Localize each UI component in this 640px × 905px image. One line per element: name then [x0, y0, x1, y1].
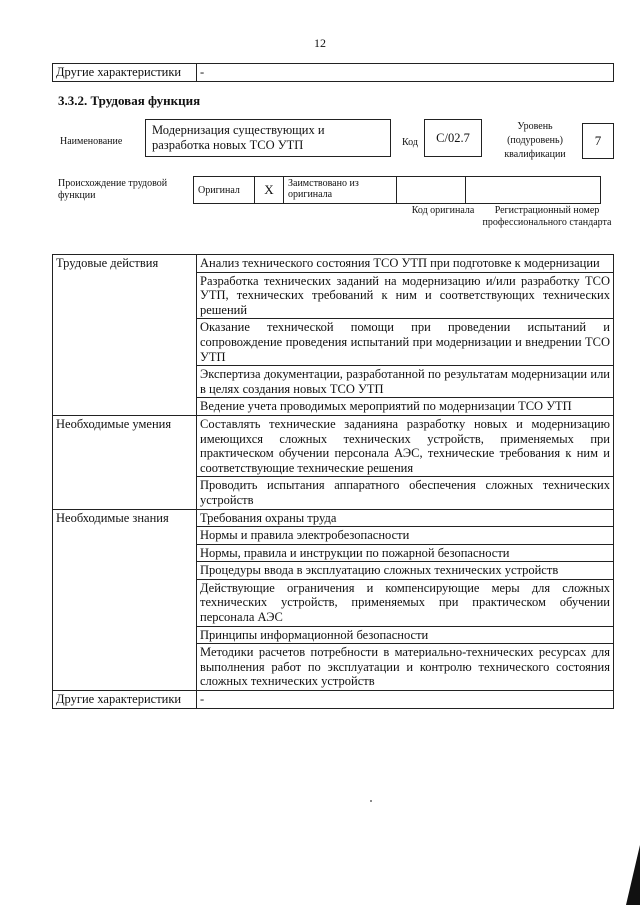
scan-corner-shadow — [626, 845, 640, 905]
section-item: Принципы информационной безопасности — [197, 626, 614, 644]
section-item: Разработка технических заданий на модернизацию и/или разработку ТСО УТП, технических требований к ним и соответствующих технических решений — [197, 272, 614, 319]
section-category: Необходимые знания — [53, 509, 197, 691]
reg-number-label: Регистрационный номер профессионального стандарта — [482, 205, 612, 228]
section-title: 3.3.2. Трудовая функция — [58, 93, 201, 108]
scan-speck — [370, 800, 372, 802]
table-row — [53, 691, 614, 709]
table-row — [53, 509, 614, 527]
section-category: Трудовые действия — [53, 255, 197, 416]
section-item: Процедуры ввода в эксплуатацию сложных технических устройств — [197, 562, 614, 580]
origin-label: Происхождение трудовой функции — [58, 178, 168, 201]
origin-table — [193, 176, 601, 204]
function-details-table — [52, 254, 614, 709]
section-item: Проводить испытания аппаратного обеспечения сложных технических устройств — [197, 477, 614, 509]
reg-number-cell — [466, 177, 601, 204]
level-label: Уровень (подуровень) квалификации — [504, 121, 566, 160]
section-item: Составлять технические заданияна разработку новых и модернизацию имеющихся сложных технических устройств, применяемых при практическом обучении персонала АЭС, технические требования к ним и соответствующие технические решения — [197, 415, 614, 476]
level-value-box: 7 — [582, 123, 614, 159]
section-item: Нормы и правила электробезопасности — [197, 527, 614, 545]
section-item: Ведение учета проводимых мероприятий по модернизации ТСО УТП — [197, 398, 614, 416]
section-category: Необходимые умения — [53, 415, 197, 509]
code-value-box: C/02.7 — [424, 119, 482, 157]
other-characteristics-top-table — [52, 63, 614, 82]
original-code-label: Код оригинала — [411, 205, 475, 216]
other-characteristics-value: - — [197, 64, 614, 82]
original-label: Оригинал — [194, 177, 255, 204]
name-value-box: Модернизация существующих и разработка новых ТСО УТП — [145, 119, 391, 157]
code-label: Код — [402, 137, 418, 148]
section-item: Оказание технической помощи при проведении испытаний и сопровождение проведения испытаний при модернизации и внедрении ТСО УТП — [197, 319, 614, 366]
table-row — [53, 255, 614, 273]
section-item: Действующие ограничения и компенсирующие меры для сложных технических устройств, применяемых при практическом обучении персонала АЭС — [197, 579, 614, 626]
page-number: 12 — [314, 36, 326, 50]
section-item: Нормы, правила и инструкции по пожарной безопасности — [197, 544, 614, 562]
name-label: Наименование — [60, 136, 123, 147]
section-category: Другие характеристики — [53, 691, 197, 709]
borrowed-label: Заимствовано из оригинала — [284, 177, 397, 204]
table-row — [53, 415, 614, 476]
original-mark: X — [255, 177, 284, 204]
section-item: - — [197, 691, 614, 709]
section-item: Анализ технического состояния ТСО УТП при подготовке к модернизации — [197, 255, 614, 273]
section-item: Экспертиза документации, разработанной по результатам модернизации или в целях создания новых ТСО УТП — [197, 366, 614, 398]
other-characteristics-label: Другие характеристики — [53, 64, 197, 82]
section-item: Методики расчетов потребности в материально-технических ресурсах для выполнения работ по эксплуатации и контролю технического состояния сложных технических устройств — [197, 644, 614, 691]
section-item: Требования охраны труда — [197, 509, 614, 527]
original-code-cell — [397, 177, 466, 204]
